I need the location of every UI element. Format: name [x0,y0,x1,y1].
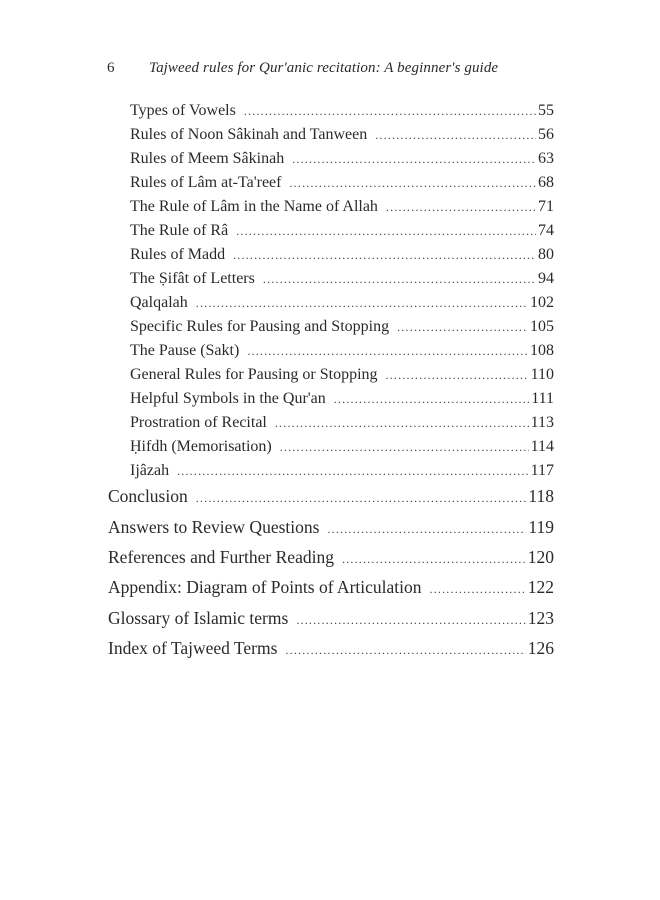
toc-entry-title: The Rule of Râ [130,222,229,239]
dot-leader [375,128,536,143]
dot-leader [386,368,529,383]
dot-leader [236,224,536,239]
toc-entry[interactable] [130,438,554,460]
toc-entry-page: 94 [538,270,554,287]
toc-entry-page: 117 [530,462,554,479]
toc-entry-title: Ijâzah [130,462,170,479]
toc-entry-title: The Rule of Lâm in the Name of Allah [130,198,378,215]
toc-entry-page: 56 [538,126,554,143]
dot-leader [342,552,526,567]
running-title: Tajweed rules for Qur'anic recitation: A beginner's guide [149,60,499,76]
dot-leader [196,296,528,311]
toc-entry[interactable] [108,486,554,510]
toc-entry-title: Index of Tajweed Terms [108,638,278,658]
toc-entry-title: Appendix: Diagram of Points of Articulation [108,577,422,597]
toc-entry[interactable] [108,547,554,571]
toc-entry-page: 102 [530,294,554,311]
toc-entry-title: Rules of Noon Sâkinah and Tanween [130,126,368,143]
toc-entry-page: 63 [538,150,554,167]
toc-entry-title: Rules of Meem Sâkinah [130,150,285,167]
toc-entry-page: 122 [527,577,554,597]
toc-entry-title: Answers to Review Questions [108,517,320,537]
toc-entry-title: Rules of Madd [130,246,226,263]
dot-leader [196,491,527,506]
toc-entry[interactable] [130,246,554,268]
toc-entry[interactable] [130,462,554,484]
dot-leader [397,320,528,335]
toc-entry-page: 119 [528,517,554,537]
dot-leader [296,613,525,628]
toc-entry[interactable] [130,294,554,316]
toc-entry-page: 123 [527,608,554,628]
toc-entry-page: 120 [527,547,554,567]
dot-leader [292,152,536,167]
toc-entry[interactable] [108,577,554,601]
toc-entry-title: Conclusion [108,486,188,506]
dot-leader [280,440,529,455]
toc-entry-page: 111 [531,390,554,407]
toc-entry[interactable] [108,517,554,541]
toc-entry-title: Prostration of Recital [130,414,267,431]
toc-entry-title: The Pause (Sakt) [130,342,240,359]
toc-entry[interactable] [130,222,554,244]
dot-leader [244,104,536,119]
toc-entry-page: 74 [538,222,554,239]
toc-entry-title: Helpful Symbols in the Qur'an [130,390,326,407]
toc-entry-title: Specific Rules for Pausing and Stopping [130,318,390,335]
toc-entry-page: 55 [538,102,554,119]
dot-leader [327,522,526,537]
toc-entry-page: 113 [530,414,554,431]
dot-leader [177,464,529,479]
dot-leader [247,344,528,359]
dot-leader [233,248,536,263]
toc-entry-page: 126 [527,638,554,658]
dot-leader [386,200,536,215]
toc-entry-page: 80 [538,246,554,263]
dot-leader [285,643,525,658]
toc-entry[interactable] [108,638,554,662]
toc-entry-title: The Ṣifât of Letters [130,270,255,287]
toc-entry-page: 114 [530,438,554,455]
toc-entry[interactable] [130,366,554,388]
toc-entry[interactable] [130,150,554,172]
toc-entry-title: Glossary of Islamic terms [108,608,289,628]
toc-entry-page: 118 [528,486,554,506]
toc-entry[interactable] [130,126,554,148]
toc-entry[interactable] [130,414,554,436]
toc-entry-page: 108 [530,342,554,359]
toc-entry-page: 105 [530,318,554,335]
dot-leader [263,272,536,287]
toc-entry[interactable] [130,270,554,292]
dot-leader [289,176,536,191]
toc-entry-title: Qalqalah [130,294,188,311]
toc-entry-title: References and Further Reading [108,547,334,567]
page-number: 6 [107,60,115,76]
toc-entry[interactable] [130,174,554,196]
toc-entry[interactable] [130,198,554,220]
toc-entry-title: General Rules for Pausing or Stopping [130,366,378,383]
toc-entry[interactable] [108,608,554,632]
toc-entry-page: 71 [538,198,554,215]
dot-leader [334,392,529,407]
dot-leader [430,582,526,597]
toc-entry[interactable] [130,102,554,124]
toc-entry-title: Ḥifdh (Memorisation) [130,438,272,455]
toc-entry-page: 110 [530,366,554,383]
toc-entry-title: Types of Vowels [130,102,236,119]
toc-entry[interactable] [130,390,554,412]
toc-entry-page: 68 [538,174,554,191]
toc-entry-title: Rules of Lâm at-Ta'reef [130,174,282,191]
toc-entry[interactable] [130,318,554,340]
dot-leader [275,416,529,431]
toc-entry[interactable] [130,342,554,364]
